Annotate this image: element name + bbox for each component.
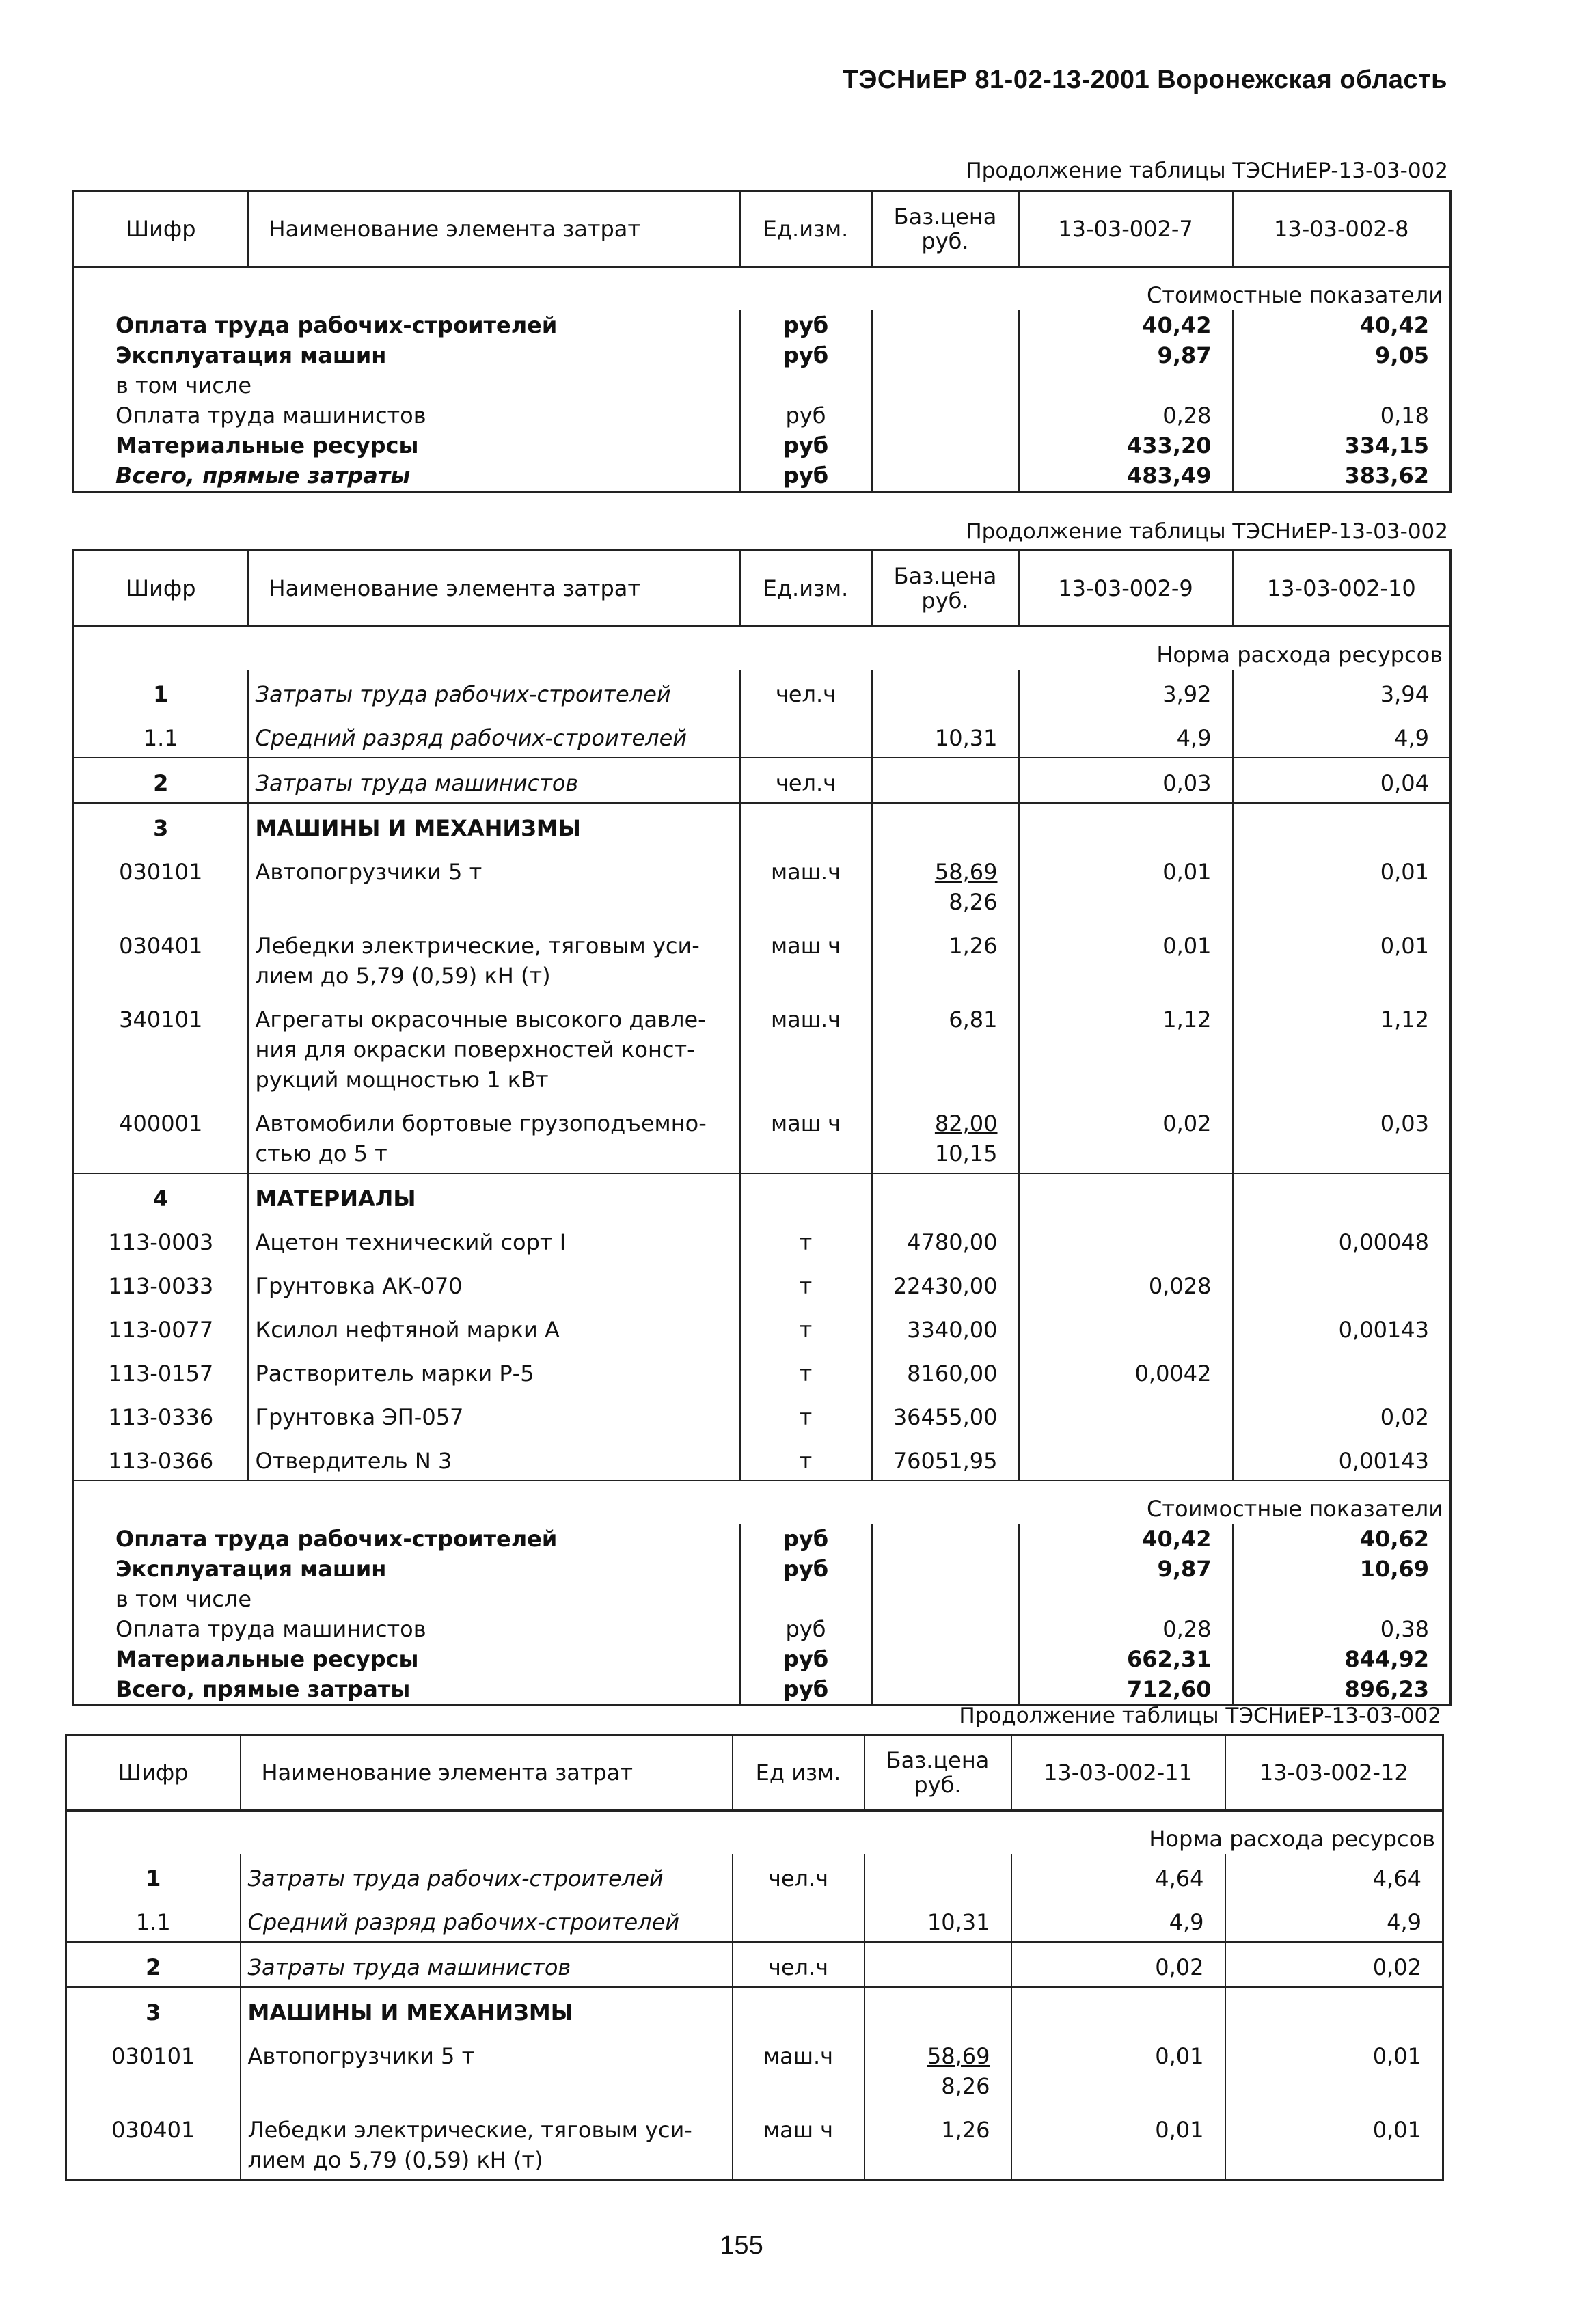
group-row — [74, 803, 1451, 847]
norm-value-a: 4,9 — [1011, 1898, 1225, 1942]
section-title: Стоимостные показатели — [74, 1481, 1451, 1524]
resource-code: 400001 — [119, 1110, 203, 1136]
norm-value-a: 3,92 — [1019, 670, 1233, 713]
resource-price: 22430,00 — [872, 1261, 1019, 1305]
resource-name: Затраты труда машинистов — [241, 1942, 733, 1987]
norm-table-3 — [65, 1734, 1444, 2181]
resource-row — [66, 1942, 1443, 1987]
resource-row — [74, 1349, 1451, 1393]
resource-name: Растворитель марки Р-5 — [248, 1349, 740, 1393]
price-value-2: 8,26 — [949, 889, 998, 915]
section-title: Норма расхода ресурсов — [74, 627, 1451, 670]
col-name: Наименование элемента затрат — [241, 1735, 733, 1811]
cost-value-a: 0,28 — [1019, 400, 1233, 430]
cost-label: Оплата труда рабочих-строителей — [115, 1526, 558, 1552]
resource-code: 030101 — [119, 859, 203, 885]
group-row — [74, 1173, 1451, 1218]
resource-code: 340101 — [119, 1007, 203, 1033]
resource-price: 1,26 — [872, 921, 1019, 995]
page-header: ТЭСНиЕР 81-02-13-2001 Воронежская область — [842, 66, 1447, 94]
section-row — [74, 1481, 1451, 1524]
cost-label: в том числе — [115, 1586, 251, 1612]
resource-name: Лебедки электрические, тяговым уси- лием до 5,79 (0,59) кН (т) — [241, 2105, 733, 2181]
norm-value-b: 3,94 — [1233, 670, 1451, 713]
norm-value-a — [1019, 1173, 1233, 1218]
resource-unit: чел.ч — [733, 1854, 864, 1898]
resource-code: 113-0003 — [108, 1229, 214, 1255]
cost-value-a: 0,28 — [1019, 1614, 1233, 1644]
resource-code: 030101 — [111, 2043, 195, 2069]
cost-price — [872, 1524, 1019, 1554]
cost-label: Эксплуатация машин — [115, 342, 387, 368]
resource-price: 10,31 — [872, 713, 1019, 758]
group-row — [66, 1987, 1443, 2032]
norm-value-b — [1233, 1349, 1451, 1393]
norm-value-a — [1019, 1393, 1233, 1436]
resource-name: Лебедки электрические, тяговым уси- лием до 5,79 (0,59) кН (т) — [248, 921, 740, 995]
cost-price — [872, 370, 1019, 400]
resource-code: 030401 — [119, 933, 203, 959]
resource-price: 1,26 — [864, 2105, 1011, 2181]
cost-row — [74, 400, 1451, 430]
col-code: Шифр — [66, 1735, 241, 1811]
cost-row — [74, 1614, 1451, 1644]
resource-row — [74, 758, 1451, 803]
page-number: 155 — [720, 2231, 763, 2260]
resource-row — [74, 1218, 1451, 1261]
resource-unit: маш.ч — [740, 995, 872, 1099]
col-norm-a: 13-03-002-7 — [1019, 191, 1233, 267]
cost-value-a — [1019, 370, 1233, 400]
cost-price — [872, 310, 1019, 340]
resource-name: Грунтовка АК-070 — [248, 1261, 740, 1305]
norm-value-a: 4,64 — [1011, 1854, 1225, 1898]
cost-value-b: 40,42 — [1233, 310, 1451, 340]
resource-row — [66, 2105, 1443, 2181]
cost-row — [74, 1524, 1451, 1554]
resource-name: МАШИНЫ И МЕХАНИЗМЫ — [241, 1987, 733, 2032]
cost-row — [74, 1584, 1451, 1614]
resource-name: Затраты труда рабочих-строителей — [241, 1854, 733, 1898]
cost-unit — [740, 1584, 872, 1614]
norm-value-a: 0,028 — [1019, 1261, 1233, 1305]
resource-unit — [740, 713, 872, 758]
section-title: Стоимостные показатели — [74, 267, 1451, 311]
cost-label: Материальные ресурсы — [115, 433, 419, 459]
price-value-2: 8,26 — [941, 2073, 990, 2099]
cost-value-a: 483,49 — [1019, 461, 1233, 492]
table-caption: Продолжение таблицы ТЭСНиЕР-13-03-002 — [959, 1704, 1441, 1728]
norm-value-b: 4,9 — [1225, 1898, 1443, 1942]
resource-row — [74, 921, 1451, 995]
cost-row — [74, 1674, 1451, 1706]
cost-row — [74, 430, 1451, 461]
resource-unit: маш.ч — [733, 2032, 864, 2105]
resource-price — [872, 758, 1019, 803]
cost-label: Эксплуатация машин — [115, 1556, 387, 1582]
resource-code: 2 — [74, 758, 248, 803]
cost-label: Оплата труда машинистов — [115, 1616, 426, 1642]
cost-row — [74, 461, 1451, 492]
resource-row — [74, 670, 1451, 713]
resource-row — [66, 1898, 1443, 1942]
norm-value-a: 0,02 — [1011, 1942, 1225, 1987]
resource-name: Ксилол нефтяной марки А — [248, 1305, 740, 1349]
resource-code: 113-0336 — [108, 1404, 214, 1430]
resource-name: Агрегаты окрасочные высокого давле- ния для окраски поверхностей конст- рукций мощностью 1 кВт — [248, 995, 740, 1099]
cost-table-1 — [72, 190, 1452, 493]
resource-unit: т — [740, 1218, 872, 1261]
cost-price — [872, 461, 1019, 492]
col-norm-a: 13-03-002-9 — [1019, 551, 1233, 627]
section-row — [74, 267, 1451, 311]
cost-value-b: 383,62 — [1233, 461, 1451, 492]
resource-price — [872, 670, 1019, 713]
header-row — [74, 551, 1451, 627]
section-title: Норма расхода ресурсов — [66, 1811, 1443, 1855]
cost-unit — [740, 370, 872, 400]
cost-value-b: 334,15 — [1233, 430, 1451, 461]
col-unit: Ед изм. — [733, 1735, 864, 1811]
resource-name: МАТЕРИАЛЫ — [248, 1173, 740, 1218]
col-norm-a: 13-03-002-11 — [1011, 1735, 1225, 1811]
resource-code: 030401 — [111, 2117, 195, 2143]
cost-value-b: 40,62 — [1233, 1524, 1451, 1554]
resource-price — [864, 1854, 1011, 1898]
resource-price: 4780,00 — [872, 1218, 1019, 1261]
norm-value-a — [1011, 1987, 1225, 2032]
resource-row — [74, 1393, 1451, 1436]
cost-label: Всего, прямые затраты — [115, 1676, 411, 1702]
norm-value-b — [1225, 1987, 1443, 2032]
norm-value-b: 0,04 — [1233, 758, 1451, 803]
col-code: Шифр — [74, 191, 248, 267]
resource-code: 3 — [74, 803, 248, 847]
col-code: Шифр — [74, 551, 248, 627]
resource-code: 113-0077 — [108, 1317, 214, 1343]
resource-unit: маш ч — [733, 2105, 864, 2181]
cost-value-a — [1019, 1584, 1233, 1614]
norm-value-a: 0,02 — [1019, 1099, 1233, 1173]
resource-price: 76051,95 — [872, 1436, 1019, 1481]
resource-unit: т — [740, 1436, 872, 1481]
norm-value-a: 0,01 — [1019, 847, 1233, 921]
resource-row — [74, 1099, 1451, 1173]
norm-value-a: 1,12 — [1019, 995, 1233, 1099]
norm-value-b — [1233, 1261, 1451, 1305]
cost-unit: руб — [740, 461, 872, 492]
resource-price — [872, 1173, 1019, 1218]
cost-label: Материальные ресурсы — [115, 1646, 419, 1672]
resource-name: Средний разряд рабочих-строителей — [241, 1898, 733, 1942]
cost-row — [74, 310, 1451, 340]
cost-value-b — [1233, 370, 1451, 400]
norm-value-a: 4,9 — [1019, 713, 1233, 758]
cost-value-a: 433,20 — [1019, 430, 1233, 461]
resource-name: Затраты труда машинистов — [248, 758, 740, 803]
norm-value-b: 4,9 — [1233, 713, 1451, 758]
resource-price: 8160,00 — [872, 1349, 1019, 1393]
resource-row — [66, 1854, 1443, 1898]
cost-value-a: 9,87 — [1019, 340, 1233, 370]
cost-unit: руб — [740, 1524, 872, 1554]
cost-label: в том числе — [115, 372, 251, 398]
resource-code: 113-0366 — [108, 1448, 214, 1474]
resource-unit: чел.ч — [740, 758, 872, 803]
cost-label: Всего, прямые затраты — [115, 463, 411, 489]
cost-row — [74, 1554, 1451, 1584]
section-row — [74, 627, 1451, 670]
resource-name: Ацетон технический сорт I — [248, 1218, 740, 1261]
cost-label: Оплата труда рабочих-строителей — [115, 312, 558, 338]
resource-row — [74, 847, 1451, 921]
norm-value-b: 0,01 — [1225, 2105, 1443, 2181]
resource-price — [872, 847, 1019, 921]
norm-value-b: 0,03 — [1233, 1099, 1451, 1173]
resource-code: 113-0157 — [108, 1361, 214, 1386]
col-unit: Ед.изм. — [740, 551, 872, 627]
resource-code: 1.1 — [135, 1909, 171, 1935]
norm-value-b: 0,00143 — [1233, 1436, 1451, 1481]
cost-value-a: 712,60 — [1019, 1674, 1233, 1706]
col-norm-b: 13-03-002-12 — [1225, 1735, 1443, 1811]
resource-price — [872, 1099, 1019, 1173]
cost-value-b — [1233, 1584, 1451, 1614]
cost-value-b: 9,05 — [1233, 340, 1451, 370]
resource-unit: т — [740, 1305, 872, 1349]
norm-value-a: 0,01 — [1019, 921, 1233, 995]
cost-value-b: 844,92 — [1233, 1644, 1451, 1674]
resource-code: 2 — [66, 1942, 241, 1987]
norm-value-a — [1019, 1218, 1233, 1261]
resource-price: 6,81 — [872, 995, 1019, 1099]
section-row — [66, 1811, 1443, 1855]
resource-price — [872, 803, 1019, 847]
resource-unit: маш ч — [740, 921, 872, 995]
resource-price — [864, 1942, 1011, 1987]
cost-price — [872, 400, 1019, 430]
cost-value-b: 0,38 — [1233, 1614, 1451, 1644]
col-norm-b: 13-03-002-10 — [1233, 551, 1451, 627]
col-norm-b: 13-03-002-8 — [1233, 191, 1451, 267]
price-value: 58,69 — [927, 2043, 990, 2069]
cost-unit: руб — [740, 340, 872, 370]
resource-unit: чел.ч — [740, 670, 872, 713]
resource-row — [74, 1261, 1451, 1305]
resource-row — [74, 995, 1451, 1099]
norm-value-b — [1233, 803, 1451, 847]
cost-price — [872, 1674, 1019, 1706]
cost-value-a: 662,31 — [1019, 1644, 1233, 1674]
cost-row — [74, 1644, 1451, 1674]
cost-unit: руб — [740, 1644, 872, 1674]
norm-value-b: 4,64 — [1225, 1854, 1443, 1898]
resource-name: Средний разряд рабочих-строителей — [248, 713, 740, 758]
resource-code: 1 — [146, 1865, 161, 1891]
cost-value-a: 40,42 — [1019, 310, 1233, 340]
resource-price: 3340,00 — [872, 1305, 1019, 1349]
norm-value-b: 1,12 — [1233, 995, 1451, 1099]
resource-price: 36455,00 — [872, 1393, 1019, 1436]
resource-row — [66, 2032, 1443, 2105]
cost-label: Оплата труда машинистов — [115, 402, 426, 428]
norm-value-b: 0,00048 — [1233, 1218, 1451, 1261]
col-price: Баз.цена руб. — [872, 191, 1019, 267]
resource-code: 3 — [66, 1987, 241, 2032]
resource-unit: маш ч — [740, 1099, 872, 1173]
resource-name: Автопогрузчики 5 т — [248, 847, 740, 921]
cost-unit: руб — [740, 1674, 872, 1706]
resource-price — [864, 1987, 1011, 2032]
resource-name: Грунтовка ЭП-057 — [248, 1393, 740, 1436]
norm-value-a — [1019, 803, 1233, 847]
resource-price: 10,31 — [864, 1898, 1011, 1942]
resource-row — [74, 713, 1451, 758]
cost-unit: руб — [740, 310, 872, 340]
header-row — [66, 1735, 1443, 1811]
resource-name: Автопогрузчики 5 т — [241, 2032, 733, 2105]
norm-value-a: 0,01 — [1011, 2032, 1225, 2105]
price-value: 82,00 — [934, 1110, 998, 1136]
norm-value-a — [1019, 1436, 1233, 1481]
col-name: Наименование элемента затрат — [248, 551, 740, 627]
cost-unit: руб — [740, 1614, 872, 1644]
resource-unit: т — [740, 1349, 872, 1393]
resource-unit: чел.ч — [733, 1942, 864, 1987]
table-caption: Продолжение таблицы ТЭСНиЕР-13-03-002 — [966, 519, 1448, 544]
norm-value-a — [1019, 1305, 1233, 1349]
cost-price — [872, 340, 1019, 370]
resource-name: МАШИНЫ И МЕХАНИЗМЫ — [248, 803, 740, 847]
price-value-2: 10,15 — [934, 1140, 998, 1166]
cost-unit: руб — [740, 430, 872, 461]
norm-table-2 — [72, 549, 1452, 1706]
resource-unit: т — [740, 1393, 872, 1436]
table-caption: Продолжение таблицы ТЭСНиЕР-13-03-002 — [966, 159, 1448, 183]
cost-price — [872, 430, 1019, 461]
resource-unit — [740, 1173, 872, 1218]
col-name: Наименование элемента затрат — [248, 191, 740, 267]
norm-value-b — [1233, 1173, 1451, 1218]
norm-value-b: 0,00143 — [1233, 1305, 1451, 1349]
norm-value-b: 0,01 — [1233, 921, 1451, 995]
resource-name: Автомобили бортовые грузоподъемно- стью до 5 т — [248, 1099, 740, 1173]
resource-unit — [733, 1898, 864, 1942]
resource-name: Затраты труда рабочих-строителей — [248, 670, 740, 713]
cost-price — [872, 1554, 1019, 1584]
norm-value-a: 0,01 — [1011, 2105, 1225, 2181]
norm-value-b: 0,02 — [1225, 1942, 1443, 1987]
cost-price — [872, 1614, 1019, 1644]
norm-value-a: 0,0042 — [1019, 1349, 1233, 1393]
cost-value-a: 9,87 — [1019, 1554, 1233, 1584]
col-price: Баз.цена руб. — [864, 1735, 1011, 1811]
resource-unit — [740, 803, 872, 847]
cost-unit: руб — [740, 1554, 872, 1584]
resource-row — [74, 1305, 1451, 1349]
resource-code: 1.1 — [143, 725, 178, 751]
resource-code: 113-0033 — [108, 1273, 214, 1299]
resource-code: 1 — [153, 681, 169, 707]
price-value: 58,69 — [934, 859, 998, 885]
resource-unit: т — [740, 1261, 872, 1305]
header-row — [74, 191, 1451, 267]
col-unit: Ед.изм. — [740, 191, 872, 267]
cost-unit: руб — [740, 400, 872, 430]
norm-value-b: 0,01 — [1233, 847, 1451, 921]
resource-name: Отвердитель N 3 — [248, 1436, 740, 1481]
cost-value-a: 40,42 — [1019, 1524, 1233, 1554]
cost-price — [872, 1644, 1019, 1674]
resource-row — [74, 1436, 1451, 1481]
cost-row — [74, 370, 1451, 400]
resource-code: 4 — [74, 1173, 248, 1218]
cost-row — [74, 340, 1451, 370]
cost-price — [872, 1584, 1019, 1614]
cost-value-b: 10,69 — [1233, 1554, 1451, 1584]
norm-value-a: 0,03 — [1019, 758, 1233, 803]
col-price: Баз.цена руб. — [872, 551, 1019, 627]
resource-price — [864, 2032, 1011, 2105]
resource-unit: маш.ч — [740, 847, 872, 921]
cost-value-b: 896,23 — [1233, 1674, 1451, 1706]
norm-value-b: 0,02 — [1233, 1393, 1451, 1436]
norm-value-b: 0,01 — [1225, 2032, 1443, 2105]
cost-value-b: 0,18 — [1233, 400, 1451, 430]
resource-unit — [733, 1987, 864, 2032]
